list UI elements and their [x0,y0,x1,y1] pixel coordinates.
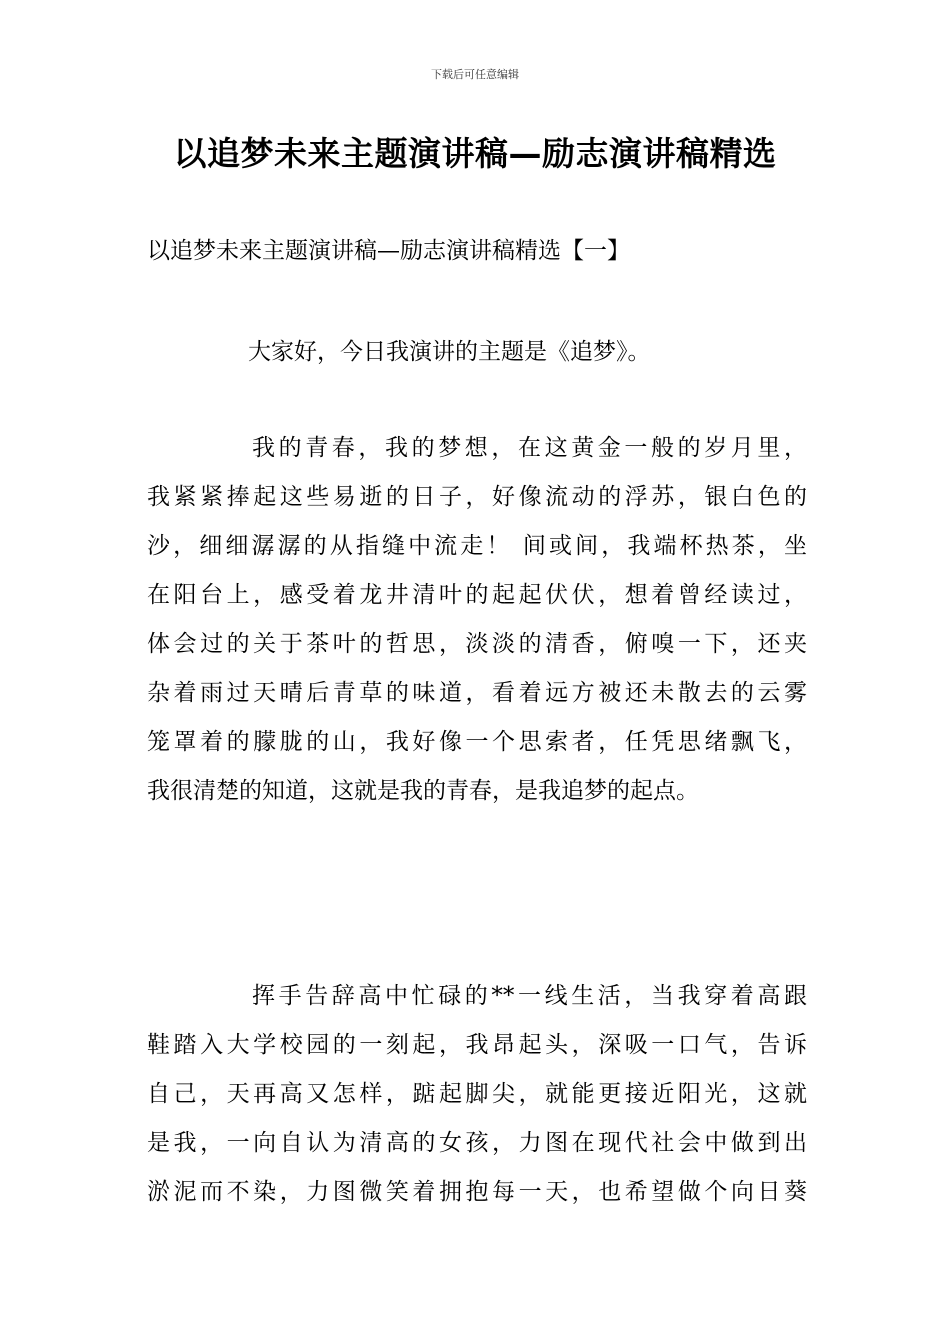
header-note: 下载后可任意编辑 [431,68,519,81]
paragraph-line: 我很清楚的知道，这就是我的青春，是我追梦的起点。 [147,778,699,804]
section-heading: 以追梦未来主题演讲稿—励志演讲稿精选【一】 [147,238,630,264]
paragraph-line: 鞋踏入大学校园的一刻起，我昂起头，深吸一口气，告诉 [147,1032,807,1058]
paragraph-line: 挥手告辞高中忙碌的**一线生活，当我穿着高跟 [252,983,807,1009]
paragraph-line: 是我，一向自认为清高的女孩，力图在现代社会中做到出 [147,1130,807,1156]
paragraph-line: 在阳台上，感受着龙井清叶的起起伏伏，想着曾经读过， [147,582,807,608]
paragraph-2 [147,980,807,1225]
document-title: 以追梦未来主题演讲稿—励志演讲稿精选 [173,134,777,173]
paragraph-line: 自己，天再高又怎样，踮起脚尖，就能更接近阳光，这就 [147,1081,807,1107]
paragraph-line: 体会过的关于茶叶的哲思，淡淡的清香，俯嗅一下，还夹 [147,631,807,657]
paragraph-line: 沙，细细潺潺的从指缝中流走！ 间或间，我端杯热茶，坐 [147,533,807,559]
greeting-paragraph: 大家好，今日我演讲的主题是《追梦》。 [248,339,651,365]
paragraph-line: 笼罩着的朦胧的山，我好像一个思索者，任凭思绪飘飞， [147,729,807,755]
paragraph-1 [147,432,807,824]
paragraph-line: 我的青春，我的梦想，在这黄金一般的岁月里， [252,435,807,461]
paragraph-line: 我紧紧捧起这些易逝的日子，好像流动的浮苏，银白色的 [147,484,807,510]
paragraph-line: 杂着雨过天晴后青草的味道，看着远方被还未散去的云雾 [147,680,807,706]
paragraph-line: 淤泥而不染，力图微笑着拥抱每一天，也希望做个向日葵 [147,1179,807,1205]
